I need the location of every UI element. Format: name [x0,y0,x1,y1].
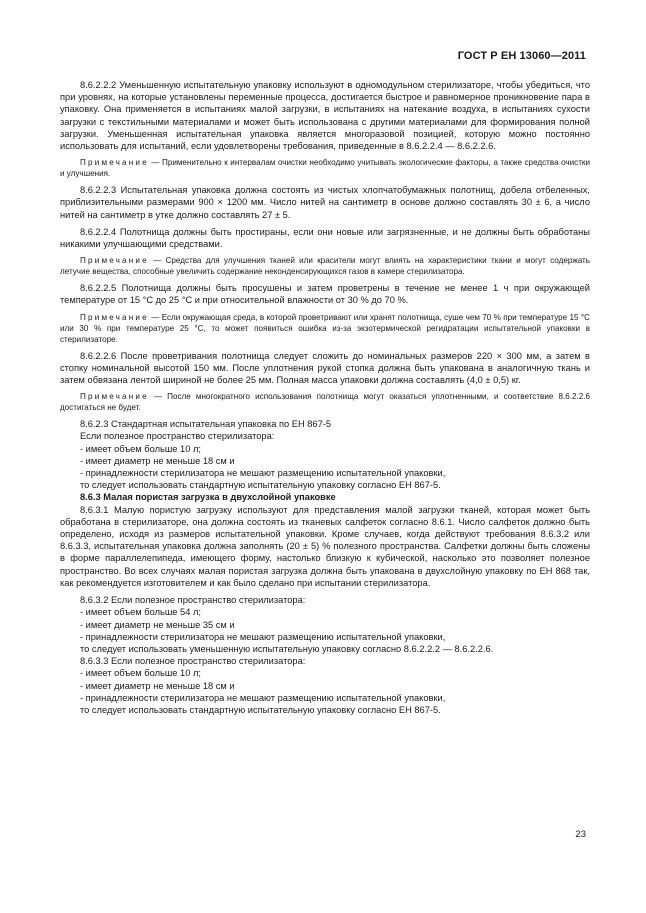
list-line: 8.6.3.3 Если полезное пространство стерилизатора: [80,656,306,667]
note [60,391,590,413]
list-line: - принадлежности стерилизатора не мешают размещению испытательной упаковки, [80,692,446,703]
note [60,157,590,179]
document-body [60,79,590,716]
note-text: — Средства для улучшения тканей или красители могут влиять на характеристики ткани и могут содержать летучие вещества, способные увеличить содержание неконденсирующихся газов в камере стерилизатора. [60,256,590,277]
list-line: то следует использовать стандартную испытательную упаковку согласно ЕН 867-5. [80,704,441,715]
list-line: 8.6.3.2 Если полезное пространство стерилизатора: [80,595,306,606]
list-line: - имеет объем больше 10 л; [80,668,201,679]
list-line: то следует использовать уменьшенную испытательную упаковку согласно 8.6.2.2.2 — 8.6.2.2.6. [80,643,494,654]
paragraph: 8.6.3.1 Малую пористую загрузку используют для представления малой загрузки тканей, которая может быть обработана в стерилизаторе, она должна состоять из тканевых салфеток согласно 8.6.1. Число салфеток должно быть определено, исходя из размеров испытательной упаковки. Кроме случаев, когда действуют требования 8.6.3.2 или 8.6.3.3, испытательная упаковка должна заполнять (20 ± 5) % полезного пространства. Салфетки должны быть сложены в форме параллелепипеда, имеющего форму, настолько близкую к кубической, насколько это позволяет полезное пространство. Во всех случаях малая пористая загрузка должна быть упакована в двухслойную упаковку по ЕН 868 так, как рекомендуется изготовителем и как было сделано при испытании стерилизатора. [60,504,590,588]
paragraph: 8.6.2.2.6 После проветривания полотнища следует сложить до номинальных размеров 220 × 300 мм, а затем в стопку номинальной высотой 150 мм. После уплотнения рукой стопка должна быть упакована в аналогичную ткань и затем обвязана лентой шириной не более 25 мм. Полная масса упаковки должна составлять (4,0 ± 0,5) кг. [60,350,590,386]
list-line: - принадлежности стерилизатора не мешают размещению испытательной упаковки, [80,631,446,642]
note-label: Примечание [80,312,149,322]
list-line: 8.6.2.3 Стандартная испытательная упаковка по ЕН 867-5 [80,419,332,430]
paragraph: 8.6.2.2.3 Испытательная упаковка должна состоять из чистых хлопчатобумажных полотнищ, добела отбеленных, приблизительными размерами 900 × 1200 мм. Число нитей на сантиметр в основе должно составлять 30 ± 6, а число нитей на сантиметр в утке должно составлять 27 ± 5. [60,185,590,220]
section-heading: 8.6.3 Малая пористая загрузка в двухслойной упаковке [80,492,336,503]
page-number: 23 [575,829,586,840]
document-header: ГОСТ Р ЕН 13060—2011 [457,50,586,62]
paragraph: 8.6.2.2.2 Уменьшенную испытательную упаковку используют в одномодульном стерилизаторе, чтобы убедиться, что при уровнях, на которые установлены переменные процесса, достигается быстрое и равномерное проникновение пара в упаковку. Она применяется в испытаниях малой загрузки, в испытаниях на натекание воздуха, в испытаниях сухости загрузки с текстильными материалами и может быть использована с другими материалами для формирования полной загрузки. Уменьшенная испытательная упаковка является многоразовой позицией, которую можно постоянно использовать для испытаний, если удовлетворены требования, приведенные в 8.6.2.2.4 — 8.6.2.2.6. [60,80,590,152]
note-text: — После многократного использования полотнища могут оказаться уплотненными, и соответствие 8.6.2.2.6 достигаться не будет. [60,392,590,413]
list-line: Если полезное пространство стерилизатора: [80,431,275,442]
note [60,312,590,345]
note [60,255,590,277]
list-line: - имеет диаметр не меньше 18 см и [80,680,235,691]
list-line: - имеет объем больше 54 л; [80,607,201,618]
list-line: - принадлежности стерилизатора не мешают размещению испытательной упаковки, [80,468,446,479]
paragraph: 8.6.2.2.4 Полотнища должны быть простираны, если они новые или загрязненные, и не должны быть обработаны никакими улучшающими средствами. [60,226,590,250]
note-text: — Применительно к интервалам очистки необходимо учитывать экологические факторы, а также средства очистки и улучшения. [60,158,590,179]
note-label: Примечание [80,256,149,266]
list-line: - имеет диаметр не меньше 35 см и [80,619,235,630]
list-line: - имеет диаметр не меньше 18 см и [80,455,235,466]
note-label: Примечание [80,158,149,168]
list-line: то следует использовать стандартную испытательную упаковку согласно ЕН 867-5. [80,480,441,491]
list-line: - имеет объем больше 10 л; [80,443,201,454]
note-label: Примечание [80,392,149,402]
paragraph: 8.6.2.2.5 Полотнища должны быть просушены и затем проветрены в течение не менее 1 ч при окружающей температуре от 15 °С до 25 °С и при относительной влажности от 30 % до 70 %. [60,283,590,306]
note-text: — Если окружающая среда, в которой проветривают или хранят полотнища, суше чем 70 % при температуре 15 °С или 30 % при температуре 25 °С, то может появиться ошибка из-за экзотермической регидратации испытательной упаковки в стерилизаторе. [60,312,590,344]
